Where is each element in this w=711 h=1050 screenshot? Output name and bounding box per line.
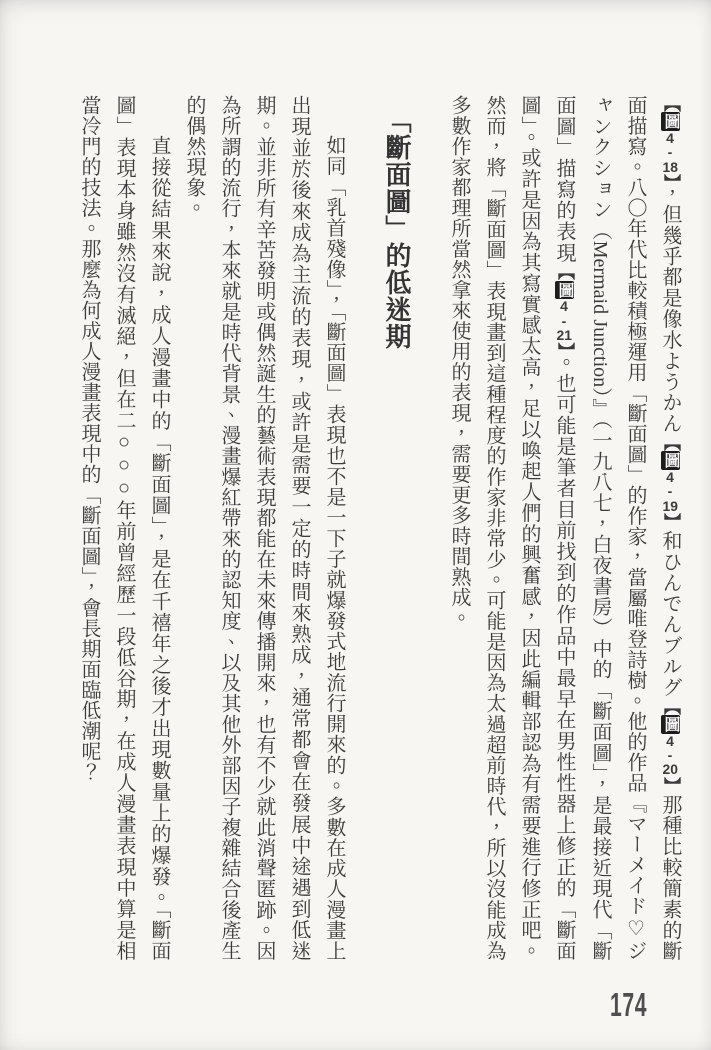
- figure-number: 4: [666, 733, 674, 748]
- section-heading: 「斷面圖」的低迷期: [382, 107, 411, 350]
- figure-number: 19: [662, 498, 678, 513]
- figure-number: 4: [560, 299, 568, 314]
- latin-title: Mermaid Junction: [589, 240, 611, 388]
- figure-reference: [659, 434, 681, 530]
- figure-close-bracket: 】: [661, 174, 680, 183]
- figure-number: 21: [556, 328, 572, 343]
- figure-number: 4: [666, 130, 674, 145]
- paragraph: 直接從結果來說，成人漫畫中的「斷面圖」，是在千禧年之後才出現數量上的爆發。「斷面圖」表現本身雖然沒有滅絕，但在二○○○年前曾經歷一段低谷期，在成人漫畫表現中算是相當冷門的技法。那麼為何成人漫畫表現中的「斷面圖」，會長期面臨低潮呢？: [78, 95, 170, 961]
- figure-open-bracket: 【: [661, 697, 680, 716]
- figure-number: 18: [662, 159, 678, 174]
- figure-reference: [659, 698, 681, 794]
- figure-close-bracket: 】: [661, 776, 680, 795]
- figure-label-box: 圖: [662, 113, 679, 130]
- figure-number-hyphen: -: [667, 484, 673, 499]
- paragraph: 【圖4-18】，但幾乎都是像水ようかん【圖4-19】和ひんでんブルグ【圖4-20】那種比較簡素的斷面描寫。八〇年代比較積極運用「斷面圖」的作家，當屬唯登詩樹。他的作品『マーメイド♡ジャンクション（Mermaid Junction）』（一九八七，白夜書房）中的「斷面圖」，是最接近現代「斷面圖」描寫的表現【圖4-21】。也可能是筆者目前找到的作品中最早在男性性器上修正的「斷面圖」。或許是因為其寫實感太高，足以喚起人們的興奮感，因此編輯部認為有需要進行修正吧。然而，將「斷面圖」表現畫到這種程度的作家非常少。可能是因為太過超前時代，所以沒能成為多數作家都理所當然拿來使用的表現，需要更多時間熟成。: [448, 95, 681, 962]
- figure-label-box: 圖: [662, 716, 679, 733]
- figure-reference: [553, 263, 575, 352]
- figure-close-bracket: 】: [661, 512, 680, 531]
- figure-number: 20: [662, 762, 678, 777]
- figure-number: 4: [666, 469, 674, 484]
- paragraph: 如同「乳首殘像」，「斷面圖」表現也不是一下子就爆發式地流行開來的。多數在成人漫畫上出現並於後來成為主流的表現，或許是需要一定的時間來熟成，通常都會在發展中途遇到低迷期。並非所有辛苦發明或偶然誕生的藝術表現都能在未來傳播開來，也有不少就此消聲匿跡。因為所謂的流行，本來就是時代背景、漫畫爆紅帶來的認知度、以及其他外部因子複雜結合後產生的偶然現象。: [183, 95, 345, 961]
- figure-number-hyphen: -: [667, 747, 673, 762]
- figure-open-bracket: 【: [661, 95, 680, 113]
- figure-label-box: 圖: [556, 281, 573, 299]
- figure-label-box: 圖: [662, 452, 679, 469]
- figure-reference: [659, 95, 681, 183]
- figure-number-hyphen: -: [667, 145, 673, 160]
- page-number: 174: [610, 986, 648, 1023]
- figure-open-bracket: 【: [661, 433, 680, 452]
- article-body: [56, 95, 688, 961]
- figure-close-bracket: 】: [555, 342, 574, 352]
- figure-number-hyphen: -: [561, 313, 567, 328]
- figure-open-bracket: 【: [555, 263, 574, 281]
